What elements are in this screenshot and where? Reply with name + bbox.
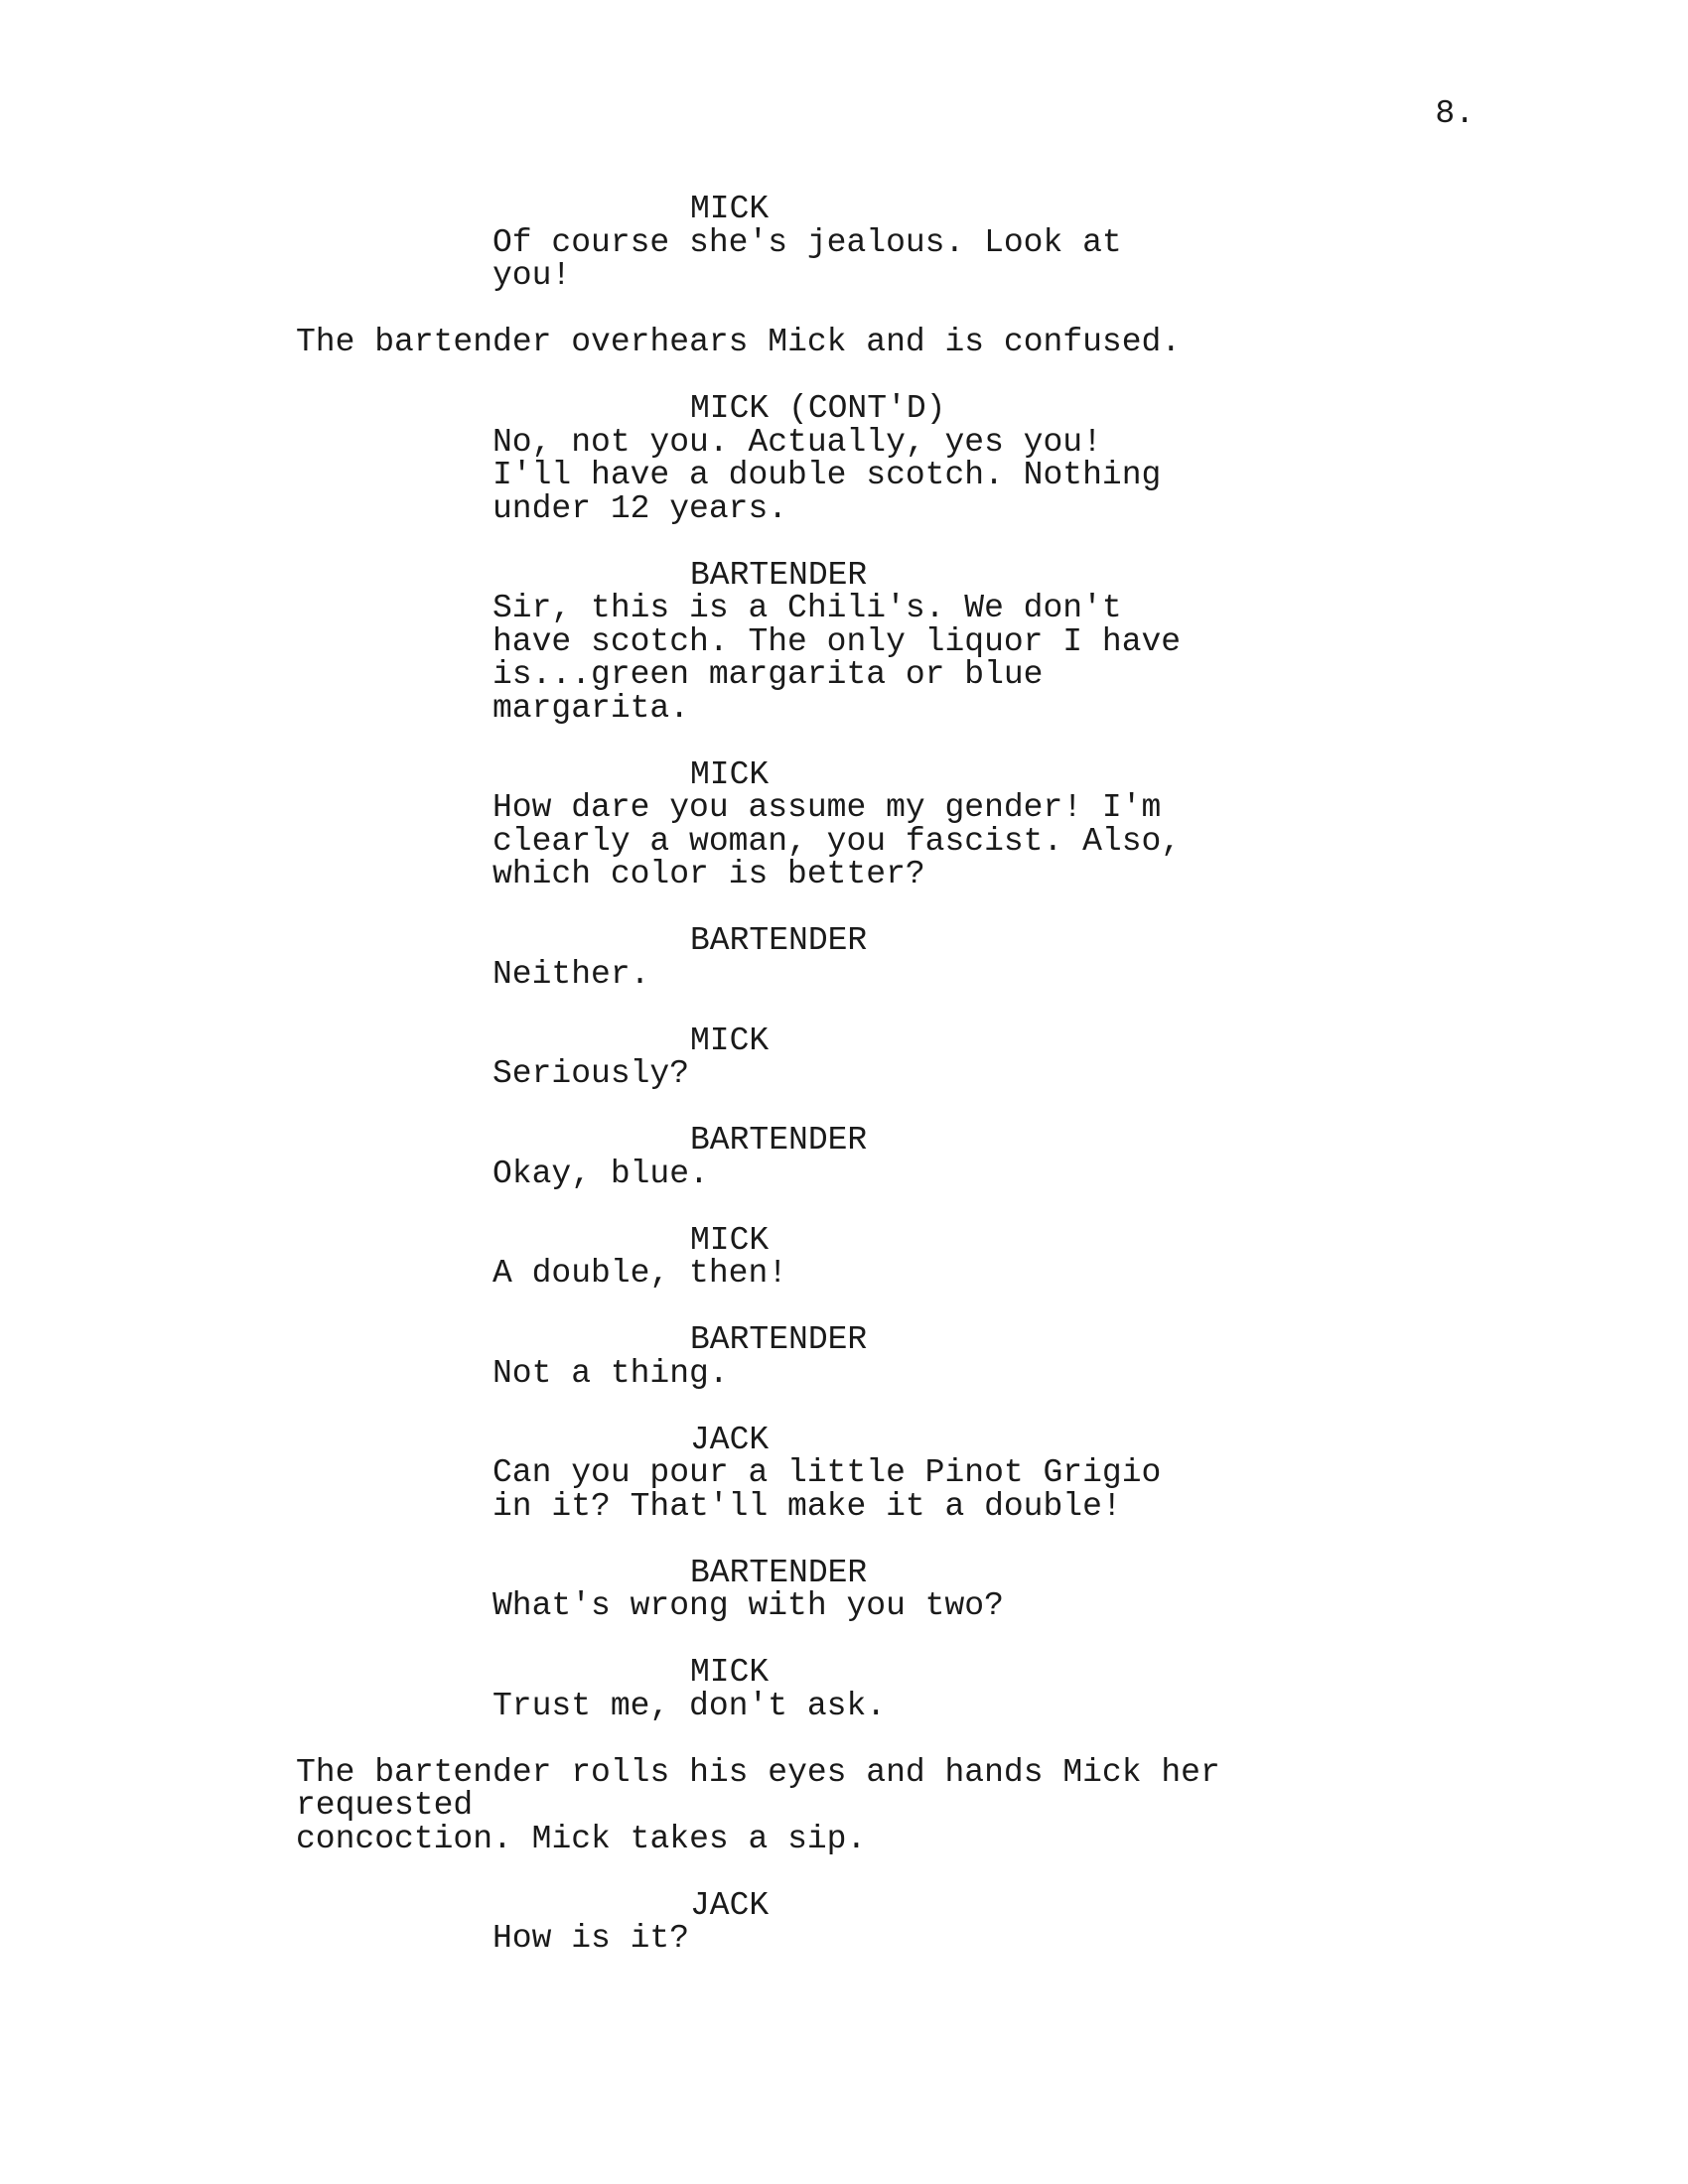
dialogue-block (0, 556, 1688, 727)
action-text: The bartender overhears Mick and is confused. (296, 324, 1182, 360)
dialogue-text: Not a thing. (492, 1354, 729, 1392)
dialogue-text: How dare you assume my gender! I'm clearly a woman, you fascist. Also, which color is better? (492, 789, 1182, 892)
action-text: The bartender rolls his eyes and hands Mick her requested concoction. Mick takes a sip. (296, 1753, 1220, 1857)
dialogue-block (0, 1554, 1688, 1624)
dialogue-block (0, 755, 1688, 892)
dialogue-block (0, 1221, 1688, 1292)
character-name: BARTENDER (690, 556, 868, 594)
dialogue-block (0, 924, 1688, 991)
page-number: 8. (1435, 95, 1475, 132)
dialogue-text: No, not you. Actually, yes you! I'll have a double scotch. Nothing under 12 years. (492, 423, 1162, 527)
dialogue-text: Sir, this is a Chili's. We don't have scotch. The only liquor I have is...green margarita or blue margarita. (492, 590, 1182, 727)
dialogue-text: What's wrong with you two? (492, 1587, 1004, 1624)
character-name: MICK (690, 191, 770, 227)
dialogue-block (0, 392, 1688, 525)
dialogue-text: A double, then! (492, 1255, 788, 1292)
action-block (0, 326, 1688, 359)
dialogue-block (0, 1421, 1688, 1525)
dialogue-text: Can you pour a little Pinot Grigio in it? That'll make it a double! (492, 1454, 1162, 1525)
dialogue-text: Seriously? (492, 1055, 690, 1092)
dialogue-block (0, 1886, 1688, 1957)
character-name: BARTENDER (690, 1321, 868, 1358)
action-block (0, 1753, 1688, 1857)
character-name: MICK (690, 755, 770, 793)
character-name: MICK (690, 1654, 770, 1691)
dialogue-block (0, 1124, 1688, 1190)
dialogue-text: How is it? (492, 1920, 690, 1957)
character-name: BARTENDER (690, 1554, 868, 1591)
dialogue-block (0, 1323, 1688, 1390)
character-name: JACK (690, 1886, 770, 1924)
dialogue-block (0, 193, 1688, 293)
dialogue-block (0, 1024, 1688, 1091)
character-name: BARTENDER (690, 1122, 868, 1159)
character-name: MICK (690, 1221, 770, 1259)
character-name: JACK (690, 1421, 770, 1458)
character-name: BARTENDER (690, 922, 868, 959)
dialogue-text: Of course she's jealous. Look at you! (492, 223, 1122, 294)
character-name: MICK (690, 1022, 770, 1059)
character-name: MICK (CONT'D) (690, 390, 946, 427)
dialogue-text: Okay, blue. (492, 1155, 709, 1192)
script-body (0, 193, 1688, 1988)
dialogue-text: Neither. (492, 955, 650, 993)
dialogue-block (0, 1656, 1688, 1722)
dialogue-text: Trust me, don't ask. (492, 1687, 887, 1724)
